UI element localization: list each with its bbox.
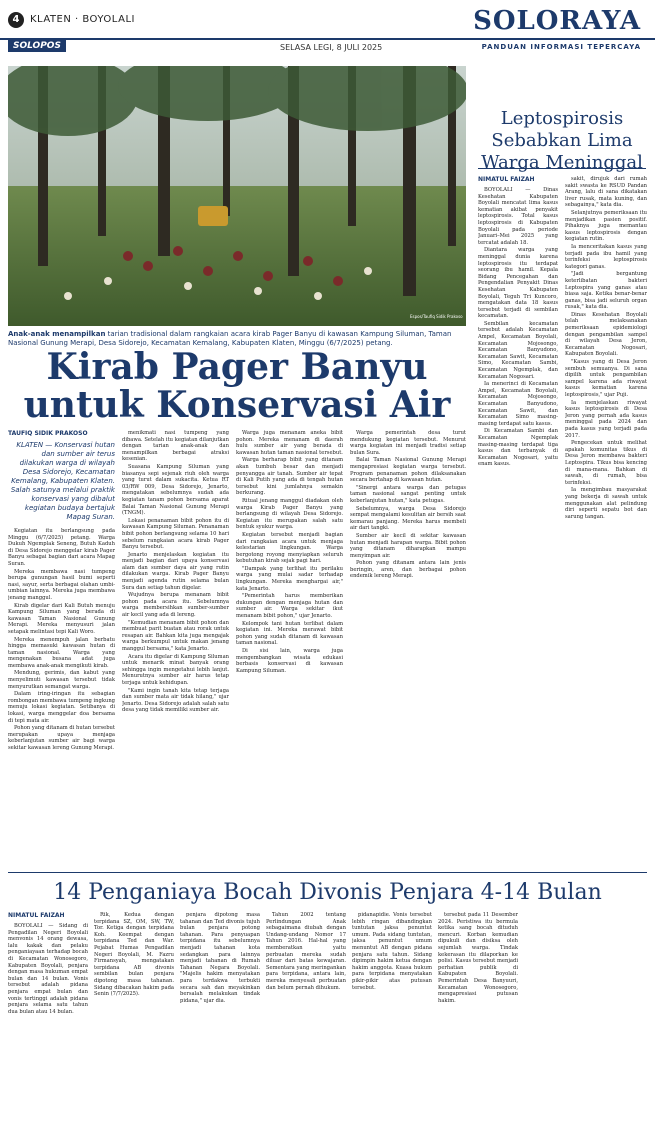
paragraph: Selanjutnya pemeriksaan itu menjadikan pasien positif. Pihaknya juga memantau kasus leptospirosis dengan kegiatan rutin. [565, 209, 647, 243]
paragraph: Dinas Kesehatan Boyolali telah melaksanakan pemeriksaan epidemiologi dengan pengambilan sampel di wilayah Desa Jeron, Kecamatan Nogosari, Kabupaten Boyolali. [565, 311, 647, 358]
kirab-column-1 [8, 430, 115, 866]
paragraph: sakit, dirujuk dari rumah sakit swasta ke RSUD Pandan Arang, lalu di sana dikatakan liver rusak, mata kuning, dan sebagainya," kata dia. [565, 176, 647, 209]
peng-column-6 [438, 912, 518, 1140]
paragraph: Pohon yang ditanam antara lain jenis beringin, aren, dan berbagai pohon endemik lereng Merapi. [350, 560, 466, 580]
paragraph: Diantara warga yang meninggal dunia karena leptospirosis itu terdapat seorang ibu hamil. Kepala Bidang Pencegahan dan Pengendalian Penyakit Dinas Kesehatan Kabupaten Boyolali, Teguh Tri Kuncoro, mengatakan data 18 kasus tersebut terjadi di sembilan kecamatan. [478, 247, 558, 320]
paragraph: Di Kecamatan Sambi dan Kecamatan Ngemplak masing-masing terdapat tiga kasus dan terbanyak di Kecamatan Nogosari, yaitu enam kasus. [478, 428, 558, 468]
caption-bold: Anak-anak menampilkan [8, 330, 106, 338]
paragraph: Ia menceritakan kasus yang terjadi pada ibu hamil yang terinfeksi leptospirosis kategori ganas. [565, 243, 647, 270]
peng-column-3 [180, 912, 260, 1140]
forest-procession-image [8, 66, 466, 326]
paragraph: "Dampak yang terlihat itu perilaku warga yang mulai sadar terhadap lingkungan. Mereka menghargai air," kata Jenarto. [236, 565, 343, 592]
paragraph: "Jadi bergantung keterlibatan bakteri Leptospira yang ganas atau biasa saja. Ketika benar-benar ganas, bisa jadi seluruh organ rusak," kata dia. [565, 271, 647, 311]
kirab-lead: KLATEN — Konservasi hutan dan sumber air terus dilakukan warga di wilayah Desa Sidorejo, Kecamatan Kemalang, Kabupaten Klaten. Salah satunya melalui praktik konservasi yang dibalut kegiatan budaya bertajuk Mapag Suran. [10, 441, 115, 521]
paragraph: Balai Taman Nasional Gunung Merapi mengapresiasi kegiatan warga tersebut. Program penanaman pohon dilaksanakan secara bertahap di kawasan hutan. [350, 457, 466, 484]
paragraph: Warga juga menanam aneka bibit pohon. Mereka menanam di daerah hulu sumber air yang berada di kawasan hutan taman nasional tersebut. [236, 430, 343, 456]
kirab-photo [8, 66, 466, 326]
peng-column-5 [352, 912, 432, 1140]
section-label: KLATEN · BOYOLALI [30, 14, 135, 25]
peng-column-2 [94, 912, 174, 1140]
paragraph: "Kasus yang di Desa Jeron sembuh semuanya. Di sana dipilih untuk pengambilan sampel karena ada riwayat kasus kematian karena leptospirosis," ujar Puji. [565, 359, 647, 398]
dateline: SELASA LEGI, 8 JULI 2025 [280, 43, 383, 52]
lepto-col1-body [478, 187, 558, 468]
peng-column-1 [8, 912, 88, 1140]
peng-col4-text: Tahun 2002 tentang Perlindungan Anak sebagaimana diubah dengan Undang-undang Nomor 17 Tahun 2016. Hal-hal yang memberatkan yaitu perbuatan mereka sudah diluar dari batas kewajaran. Sementara yang meringankan para terpidana, antara lain, mereka menyesali perbuatan dan belum pernah dihukum. [266, 912, 346, 991]
paragraph: Warga pemerintah desa turut mendukung kegiatan tersebut. Menurut warga kegiatan ini menjadi tradisi setiap bulan Sura. [350, 430, 466, 456]
caption-text: tarian tradisional dalam rangkaian acara kirab Pager Banyu di kawasan Kampung Siluman, Taman Nasional Gunung Merapi, Desa Sidorejo, Kecamatan Kemalang, Kabupaten Klaten, Minggu (6/7/2025) petang. [8, 330, 452, 347]
paragraph: Suasana Kampung Siluman yang biasanya sepi sejenak riuh oleh warga yang turut dalam sukacita. Ketua RT 03/RW 009, Desa Sidorejo, Jenarto, mengatakan sebelumnya sudah ada kegiatan tanam pohon bersama aparat Balai Taman Nasional Gunung Merapi (TNGM). [122, 463, 229, 517]
peng-col5-text: pidanapidie. Vonis tersebut lebih ringan dibandingkan tuntutan jaksa penuntut umum. Pada sidang tuntutan, jaksa penuntut umum menuntut AB dengan pidana penjara satu tahun. Sidang dipimpin hakim ketua dengan hakim anggota. Kuasa hukum para terpidana menyatakan pikir-pikir atas putusan tersebut. [352, 912, 432, 991]
paragraph: Kelompok tani hutan terlibat dalam kegiatan ini. Mereka merawat bibit pohon yang sudah ditanam di kawasan taman nasional. [236, 620, 343, 647]
peng-column-4 [266, 912, 346, 1140]
paragraph: Ia menerinci di Kecamatan Ampel, Kecamatan Boyolali, Kecamatan Mojosongo, Kecamatan Banyudono, Kecamatan Sawit, dan Kecamatan Simo masing-masing terdapat satu kasus. [478, 381, 558, 427]
peng-col2-text: Rik, Kedua dengan terpidana SZ, OM, SW, TW, Tor. Ketiga dengan terpidana Koh. Keempat dengan terpidana Ted dan War. Pejabat Humas Pengadilan Negeri Boyolali, M. Fazru Firmansyah, mengatakan terpidana AB divonis sembilan bulan penjara dipotong masa tahanan. Sidang dibacakan hakim pada Senin (7/7/2025). [94, 912, 174, 998]
peng-col6-text: tersebut pada 11 Desember 2024. Peristiwa itu bermula ketika sang bocah dituduh mencuri. Korban kemudian dipukuli dan disiksa oleh sejumlah warga. Tindak kekerasan itu dilaporkan ke polisi. Kasus tersebut menjadi perhatian publik di Kabupaten Boyolali. Pemerintah Desa Banyuuri, Kecamatan Wonosegoro, mengapresiasi putusan hakim. [438, 912, 518, 1004]
kirab-column-4 [350, 430, 466, 866]
kirab-byline: TAUFIQ SIDIK PRAKOSO [8, 430, 88, 437]
paragraph: Lokasi penanaman bibit pohon itu di kawasan Kampung Siluman. Penanaman bibit pohon berlangsung selama 10 hari sebelum rangkaian acara kirab Pager Banyu tersebut. [122, 517, 229, 551]
photo-credit: Espos/Taufiq Sidik Prakoso [410, 314, 463, 319]
paragraph: Dalam iring-iringan itu sebagian rombongan membawa tumpeng ingkung menuju lokasi kegiatan. Setibanya di lokasi, warga menggelar doa bersama di tepi mata air. [8, 691, 115, 724]
paragraph: Kegiatan tersebut menjadi bagian dari rangkaian acara untuk menjaga kelestarian lingkungan. Warga bergotong royong menyiapkan seluruh kebutuhan kirab sejak pagi hari. [236, 531, 343, 565]
lepto-rule [478, 168, 646, 169]
paragraph: BOYOLALI — Dinas Kesehatan Kabupaten Boyolali mencatat lima kasus kematian akibat penyakit leptospirosis. Total kasus leptospirosis di Kabupaten Boyolali pada periode Januari–Mei 2025 yang tercatat adalah 18. [478, 187, 558, 246]
kirab-col3-body [236, 430, 343, 674]
paragraph: Mereka menempuh jalan berbatu hingga memasuki kawasan hutan di taman nasional. Warga yang mengenakan busana adat juga membawa anak-anak mengikuti kirab. [8, 636, 115, 669]
lepto-column-2 [565, 176, 647, 866]
bottom-rule [8, 872, 647, 873]
paragraph: Jenarto menjelaskan kegiatan itu menjadi bagian dari upaya konservasi alam dan sumber daya air yang rutin dilakukan warga. Kirab Pager Banyu menjadi agenda rutin selama bulan Sura dan setiap tahun digelar. [122, 551, 229, 591]
peng-col1-text: BOYOLALI — Sidang di Pengadilan Negeri Boyolali menvonis 14 orang dewasa, lalu kakak dan pelaku penganiayaan terhadap bocah di Kecamatan Wonosegoro, Kabupaten Boyolali, penjara dengan masa hukuman empat bulan dan 14 bulan. Vonis tersebut adalah pidana penjara empat bulan dan vonis tertinggi adalah pidana penjara selama satu tahun dua bulan atau 14 bulan. [8, 923, 88, 1015]
lepto-column-1 [478, 176, 558, 866]
paragraph: Acara itu digelar di Kampung Siluman untuk menarik minat banyak orang sehingga ingin mengetahui lebih lanjut. Menurutnya sumber air harus tetap terjaga untuk kehidupan. [122, 653, 229, 686]
kirab-headline: Kirab Pager Banyu untuk Konservasi Air [23, 346, 451, 426]
paragraph: "Kami ingin tanah kita tetap terjaga dan sumber mata air tidak hilang," ujar Jenarto. Desa Sidorejo adalah salah satu desa yang tidak memiliki sumber air. [122, 687, 229, 714]
peng-headline: 14 Penganiaya Bocah Divonis Penjara 4-14 Bulan [53, 880, 602, 905]
paragraph: Mendung, gerimis, dan kabut yang menyelimuti kawasan tersebut tidak menyurutkan semangat warga. [8, 670, 115, 690]
peng-byline: NIMATUL FAIZAH [8, 912, 65, 919]
page-number: 4 [8, 12, 24, 28]
kirab-column-2 [122, 430, 229, 866]
paragraph: Pengecekan untuk melihat apakah komunitas tikus di Desa Jeron membawa bakteri Leptospira. Tikus bisa kencing di mana-mana. Bahkan di sawah, di rumah, bisa terinfeksi. [565, 440, 647, 486]
paragraph: Mereka membawa nasi tumpeng berupa gunungan hasil bumi seperti nasi, sayur, serta berbagai olahan umbi-umbian lainnya. Mereka juga membawa jenang manggul. [8, 568, 115, 601]
paragraph: Ritual jenang manggul diadakan oleh warga Kirab Pager Banyu yang berlangsung di wilayah Desa Sidorejo. Kegiatan itu merupakan salah satu bentuk syukur warga. [236, 497, 343, 531]
kirab-column-3 [236, 430, 343, 866]
brand-title: SOLORAYA [473, 6, 641, 36]
peng-col3-text: penjara dipotong masa tahanan dan Ted divonis tujuh bulan penjara potong tahanan. Para penyuapan terpidana itu sebelumnya menjadi tahanan kota sedangkan para lainnya menjadi tahanan di Rumah Tahanan Negara Boyolali. "Majelis hakim menyatakan para terdakwa terbukti secara sah dan meyakinkan bersalah melakukan tindak pidana," ujar dia. [180, 912, 260, 1004]
paragraph: Sumber air kecil di sekitar kawasan hutan menjadi harapan warga. Bibit pohon yang ditanam diharapkan mampu menyimpan air. [350, 532, 466, 559]
masthead-logo: SOLOPOS [8, 40, 66, 52]
lepto-col2-body [565, 176, 647, 520]
paragraph: Kegiatan itu berlangsung pada Minggu (6/7/2025) petang. Warga Dukuh Ngemplak Seneng, Butuh Kaduh di Desa Sidorejo menggelar kirab Pager Banyu sebagai bagian dari acara Mapag Suran. [8, 528, 115, 567]
paragraph: Sebelumnya, warga Desa Sidorejo sempat mengalami kesulitan air bersih saat kemarau panjang. Mereka harus membeli air dari tangki. [350, 505, 466, 532]
kirab-col4-body [350, 430, 466, 580]
lepto-headline: Leptospirosis Sebabkan Lima Warga Meninggal [481, 108, 643, 173]
paragraph: Pohon yang ditanam di hutan tersebut merupakan upaya menjaga keberlanjutan sumber air bagi warga sekitar kawasan lereng Gunung Merapi. [8, 725, 115, 751]
paragraph: Sembilan kecamatan tersebut adalah Kecamatan Ampel, Kecamatan Boyolali, Kecamatan Mojosongo, Kecamatan Banyudono, Kecamatan Sawit, Kecamatan Simo, Kecamatan Sambi, Kecamatan Ngemplak, dan Kecamatan Nogosari. [478, 320, 558, 380]
paragraph: Ia menjelaskan riwayat kasus leptospirosis di Desa Jeron yang pernah ada kasus meninggal pada 2024 dan pada kasus yang terjadi pada 2017. [565, 399, 647, 439]
paragraph: Ia mengimbau masyarakat yang bekerja di sawah untuk menggunakan alat pelindung diri seperti sepatu bot dan sarung tangan. [565, 487, 647, 520]
kirab-col2-body [122, 430, 229, 714]
paragraph: Wujudnya berupa menanam bibit pohon pada acara itu. Sebelumnya warga membersihkan sumber-sumber air kecil yang ada di lereng. [122, 592, 229, 619]
page-header [0, 0, 655, 58]
paragraph: Di sisi lain, warga juga mengembangkan wisata edukasi berbasis konservasi di kawasan Kampung Siluman. [236, 648, 343, 674]
kirab-col1-body [8, 528, 115, 752]
paragraph: Kirab digelar dari Kali Butuh menuju Kampung Siluman yang berada di kawasan Taman Nasional Gunung Merapi. Mereka menyusuri jalan setapak melintasi tepi Kali Woro. [8, 602, 115, 635]
tagline: PANDUAN INFORMASI TEPERCAYA [481, 43, 641, 51]
paragraph: "Kemudian menanam bibit pohon dan membuat parit buatan atau rorak untuk resapan air. Bahkan kita juga mengajak warga berkumpul untuk makan jenang manggul bersama," kata Jenarto. [122, 619, 229, 652]
lepto-byline: NIMATUL FAIZAH [478, 176, 535, 183]
paragraph: menikmati nasi tumpeng yang dibawa. Setelah itu kegiatan dilanjutkan dengan tarian anak-anak dan menampilkan berbagai atraksi kesenian. [122, 430, 229, 463]
paragraph: "Sinergi antara warga dan petugas taman nasional sangat penting untuk keberlanjutan hutan," kata petugas. [350, 484, 466, 504]
paragraph: Warga berharap bibit yang ditanam akan tumbuh besar dan menjadi penyangga air tanah. Sumber air tepat di Kali Putih yang ada di tengah hutan tersebut kini jumlahnya semakin berkurang. [236, 457, 343, 497]
paragraph: "Pemerintah harus memberikan dukungan dengan menjaga hutan dan sumber air. Warga sekitar ikut menanam bibit pohon," ujar Jenarto. [236, 593, 343, 620]
